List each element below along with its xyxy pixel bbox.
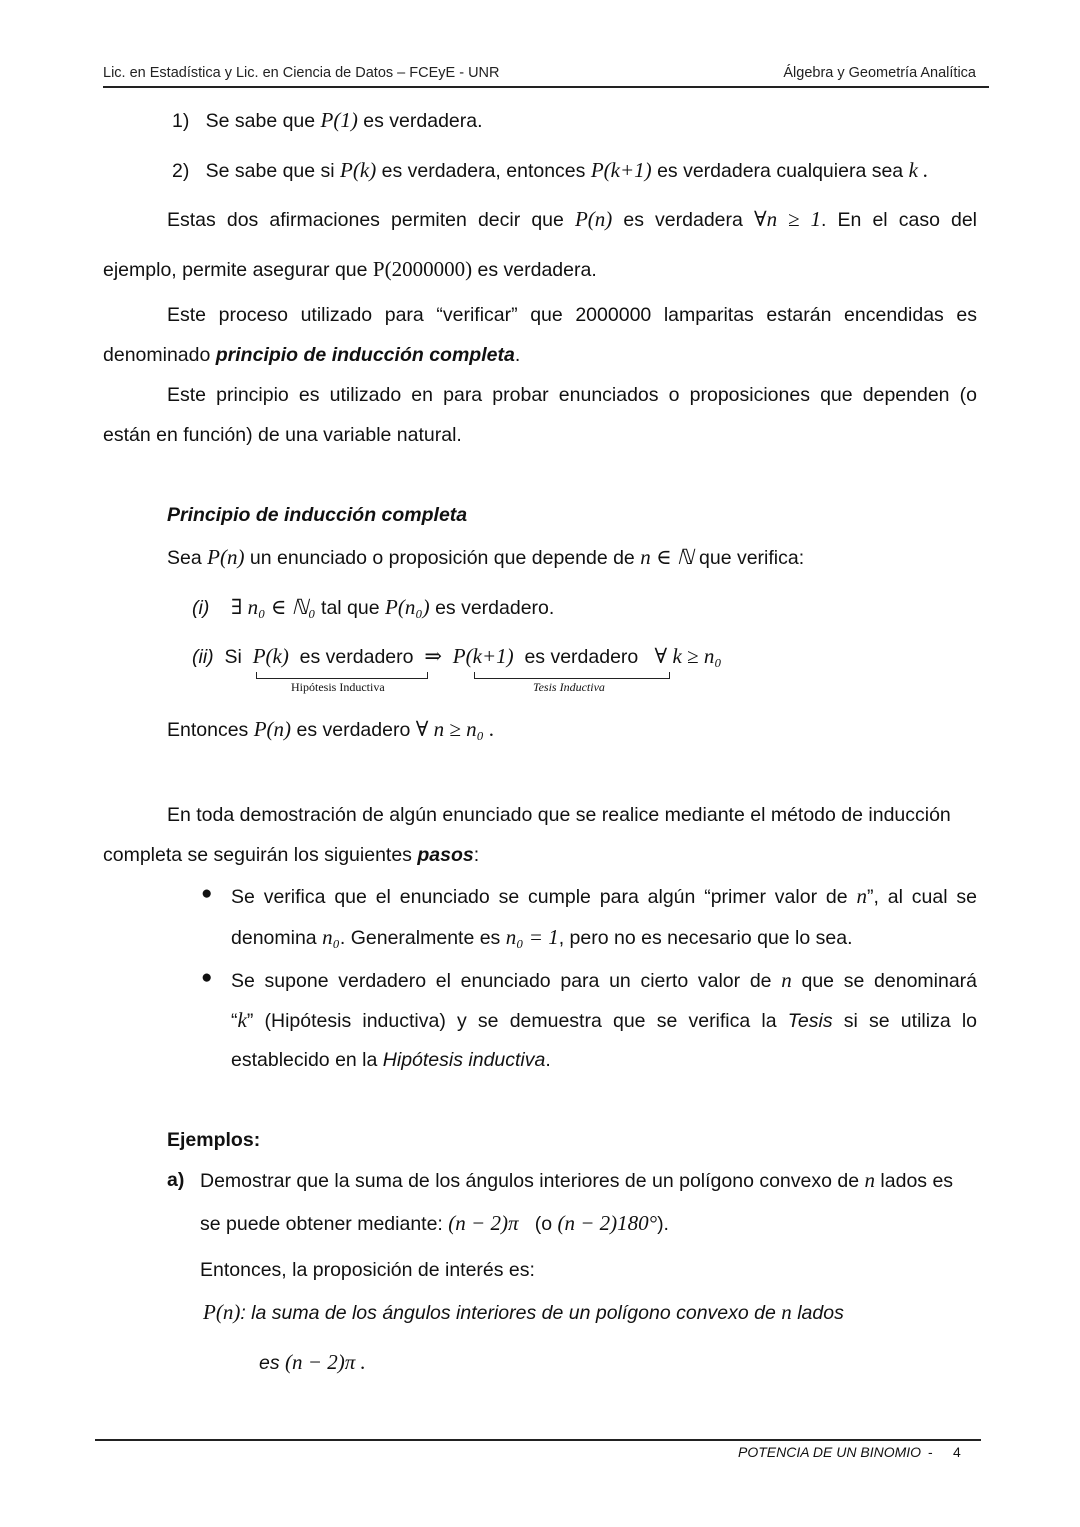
intro-item-1: 1) Se sabe que P(1) es verdadera. [172, 108, 483, 132]
page-number: 4 [953, 1444, 961, 1460]
footer-title: POTENCIA DE UN BINOMIO [738, 1444, 922, 1460]
bullet-1-dot: ● [201, 883, 213, 904]
example-a-label: a) [167, 1169, 185, 1191]
principle-ii: (ii) Si P(k) es verdadero ⇒ P(k+1) es verdadero ∀ k ≥ n₀ [192, 644, 722, 668]
example-a-line3: Entonces, la proposición de interés es: [200, 1259, 535, 1281]
para2-line2: denominado principio de inducción completa. [103, 344, 521, 366]
para4-line2: completa se seguirán los siguientes pasos: [103, 844, 480, 866]
intro-item-2: 2) Se sabe que si P(k) es verdadera, entonces P(k+1) es verdadera cualquiera sea k . [172, 158, 929, 182]
bullet-2-line1: Se supone verdadero el enunciado para un cierto valor de n que se denominará [231, 968, 978, 992]
para2-line1: Este proceso utilizado para “verificar” que 2000000 lamparitas estarán encendidas es [167, 304, 977, 326]
bullet-1-line1: Se verifica que el enunciado se cumple para algún “primer valor de n”, al cual se [231, 884, 977, 908]
footer-rule [95, 1439, 981, 1441]
para3-line1: Este principio es utilizado en para probar enunciados o proposiciones que dependen (o [167, 384, 977, 406]
para4-line1: En toda demostración de algún enunciado que se realice mediante el método de inducción [167, 804, 951, 826]
examples-title: Ejemplos: [167, 1129, 261, 1151]
header-right: Álgebra y Geometría Analítica [783, 65, 976, 81]
example-a-line1: Demostrar que la suma de los ángulos interiores de un polígono convexo de n lados es [200, 1168, 954, 1192]
thesis-brace [474, 672, 670, 679]
para1-line2: ejemplo, permite asegurar que P(2000000) es verdadera. [103, 257, 597, 281]
example-a-line2: se puede obtener mediante: (n − 2)π (o (n − 2)180°). [200, 1211, 669, 1235]
bullet-2-line3: establecido en la Hipótesis inductiva. [231, 1049, 551, 1071]
footer-separator: - [928, 1444, 933, 1460]
header-rule [103, 86, 989, 88]
para1-line1: Estas dos afirmaciones permiten decir que P(n) es verdadera ∀n ≥ 1. En el caso del [167, 207, 978, 231]
header-left: Lic. en Estadística y Lic. en Ciencia de Datos – FCEyE - UNR [103, 65, 500, 81]
bullet-2-dot: ● [201, 967, 213, 988]
principle-sea: Sea P(n) un enunciado o proposición que depende de n ∈ ℕ que verifica: [167, 545, 805, 569]
principle-then: Entonces P(n) es verdadero ∀ n ≥ n₀ . [167, 717, 495, 741]
para3-line2: están en función) de una variable natural. [103, 424, 462, 446]
bullet-2-line2: “k” (Hipótesis inductiva) y se demuestra que se verifica la Tesis si se utiliza lo [231, 1008, 978, 1032]
bullet-1-line2: denomina n₀. Generalmente es n₀ = 1, pero no es necesario que lo sea. [231, 925, 853, 949]
hypothesis-label: Hipótesis Inductiva [291, 680, 385, 694]
thesis-label: Tesis Inductiva [533, 680, 605, 694]
example-a-prop-line2: es (n − 2)π . [259, 1350, 366, 1374]
example-a-prop: P(n): la suma de los ángulos interiores de un polígono convexo de n lados [203, 1300, 844, 1324]
principle-i: (i) ∃ n₀ ∈ ℕ₀ tal que P(n₀) es verdadero. [192, 595, 555, 619]
principle-title: Principio de inducción completa [167, 504, 468, 526]
hypothesis-brace [256, 672, 428, 679]
